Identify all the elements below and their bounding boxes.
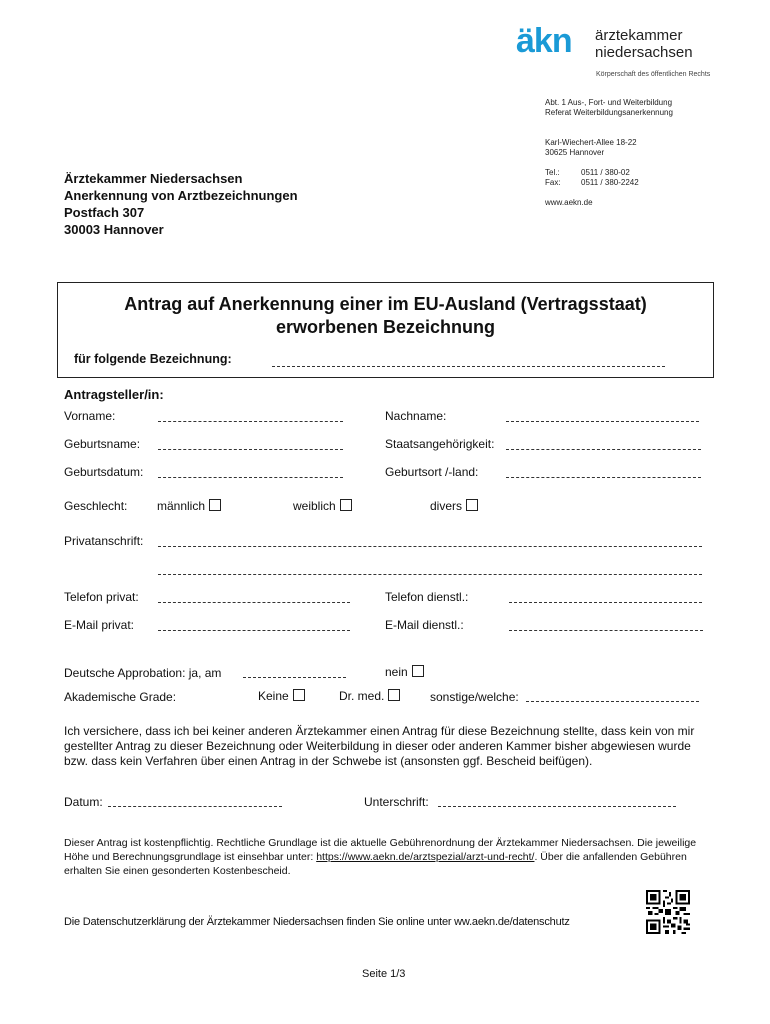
title-line2: erworbenen Bezeichnung (275, 317, 496, 337)
recipient-line1: Ärztekammer Niedersachsen (64, 171, 243, 186)
telefon-dienstl-field[interactable] (509, 602, 702, 603)
divers-checkbox[interactable] (466, 499, 478, 511)
option-maennlich[interactable] (157, 499, 221, 513)
email-dienstl-label: E-Mail dienstl.: (385, 618, 464, 632)
telefon-privat-field[interactable] (158, 602, 350, 603)
option-nein[interactable] (385, 665, 424, 679)
weiblich-label: weiblich (293, 499, 336, 513)
staatsangehoerigkeit-field[interactable] (506, 449, 701, 450)
keine-label: Keine (258, 689, 289, 703)
geburtsort-field[interactable] (506, 477, 701, 478)
geschlecht-label: Geschlecht: (64, 499, 128, 513)
geburtsort-label: Geburtsort /-land: (385, 465, 479, 479)
declaration-text: Ich versichere, dass ich bei keiner anderen Ärztekammer einen Antrag für diese Bezeichnung stellte, dass kein von mir gestellter Antrag zu dieser Bezeichnung oder Weiterbildung in dieser oder anderen Kammer bisher abgewiesen wurde bzw. dass kein Verfahren über einen Antrag in der Schwebe ist (ansonsten ggf. Bescheid beifügen). (64, 724, 695, 768)
telefon-dienstl-label: Telefon dienstl.: (385, 590, 469, 604)
sonstige-label: sonstige/welche: (430, 690, 519, 704)
weiblich-checkbox[interactable] (340, 499, 352, 511)
dr-med-label: Dr. med. (339, 689, 385, 703)
sender-dept1: Abt. 1 Aus-, Fort- und Weiterbildung (545, 98, 673, 107)
option-keine[interactable] (258, 689, 305, 703)
sender-web: www.aekn.de (545, 198, 593, 207)
logo-tagline: Körperschaft des öffentlichen Rechts (596, 71, 711, 78)
option-dr-med[interactable] (339, 689, 400, 703)
title-line1: Antrag auf Anerkennung einer im EU-Ausland (Vertragsstaat) (124, 294, 647, 314)
geburtsdatum-field[interactable] (158, 477, 343, 478)
sender-dept2: Referat Weiterbildungsanerkennung (545, 108, 673, 117)
approbation-label: Deutsche Approbation: ja, am (64, 666, 222, 680)
privatanschrift-label: Privatanschrift: (64, 534, 144, 548)
unterschrift-label: Unterschrift: (364, 795, 429, 809)
datum-label: Datum: (64, 795, 103, 809)
designation-label: für folgende Bezeichnung: (74, 352, 232, 366)
vorname-label: Vorname: (64, 409, 116, 423)
privatanschrift-field-1[interactable] (158, 546, 702, 547)
qr-code-icon (646, 890, 690, 934)
recipient-line4: 30003 Hannover (64, 222, 164, 237)
sender-tel-value: 0511 / 380-02 (581, 168, 630, 177)
telefon-privat-label: Telefon privat: (64, 590, 139, 604)
sonstige-field[interactable] (526, 701, 699, 702)
staatsangehoerigkeit-label: Staatsangehörigkeit: (385, 437, 495, 451)
approbation-date-field[interactable] (243, 677, 346, 678)
nein-label: nein (385, 665, 408, 679)
unterschrift-field[interactable] (438, 806, 676, 807)
recipient-line2: Anerkennung von Arztbezeichnungen (64, 188, 298, 203)
fees-link[interactable]: https://www.aekn.de/arztspezial/arzt-und-recht/ (316, 851, 535, 863)
logo-text-line2: niedersachsen (595, 44, 693, 61)
logo-mark: äkn (516, 22, 572, 60)
akademische-grade-label: Akademische Grade: (64, 690, 177, 704)
email-privat-label: E-Mail privat: (64, 618, 135, 632)
keine-checkbox[interactable] (293, 689, 305, 701)
recipient-line3: Postfach 307 (64, 205, 145, 220)
vorname-field[interactable] (158, 421, 343, 422)
maennlich-label: männlich (157, 499, 206, 513)
fees-text-1: Dieser Antrag ist kostenpflichtig. Rechtliche Grundlage ist die aktuelle Gebührenordnung der Ärztekammer Niedersachsen. Die jeweilige Höhe und Berechnungsgrundlage ist einsehbar unter: (64, 837, 697, 863)
designation-field[interactable] (272, 366, 665, 367)
maennlich-checkbox[interactable] (209, 499, 221, 511)
option-weiblich[interactable] (293, 499, 352, 513)
nachname-field[interactable] (506, 421, 699, 422)
nachname-label: Nachname: (385, 409, 447, 423)
logo-text-line1: ärztekammer (595, 27, 683, 44)
privacy-text: Die Datenschutzerklärung der Ärztekammer Niedersachsen finden Sie online unter ww.aekn.de/datenschutz (64, 916, 570, 928)
sender-fax-label: Fax: (545, 178, 561, 187)
divers-label: divers (430, 499, 463, 513)
privatanschrift-field-2[interactable] (158, 574, 702, 575)
fees-text (64, 836, 704, 878)
recipient-address (64, 170, 298, 238)
geburtsname-label: Geburtsname: (64, 437, 141, 451)
dr-med-checkbox[interactable] (388, 689, 400, 701)
page-number: Seite 1/3 (362, 968, 406, 980)
email-privat-field[interactable] (158, 630, 350, 631)
option-divers[interactable] (430, 499, 478, 513)
email-dienstl-field[interactable] (509, 630, 703, 631)
geburtsdatum-label: Geburtsdatum: (64, 465, 144, 479)
sender-fax-value: 0511 / 380-2242 (581, 178, 639, 187)
datum-field[interactable] (108, 806, 282, 807)
nein-checkbox[interactable] (412, 665, 424, 677)
sender-tel-label: Tel.: (545, 168, 560, 177)
applicant-heading: Antragsteller/in: (64, 387, 164, 402)
geburtsname-field[interactable] (158, 449, 343, 450)
sender-street: Karl-Wiechert-Allee 18-22 (545, 138, 637, 147)
sender-city: 30625 Hannover (545, 148, 605, 157)
fees-text-2: . Über die anfallenden Gebühren erhalten Sie einen gesonderten Kostenbescheid. (64, 851, 687, 877)
